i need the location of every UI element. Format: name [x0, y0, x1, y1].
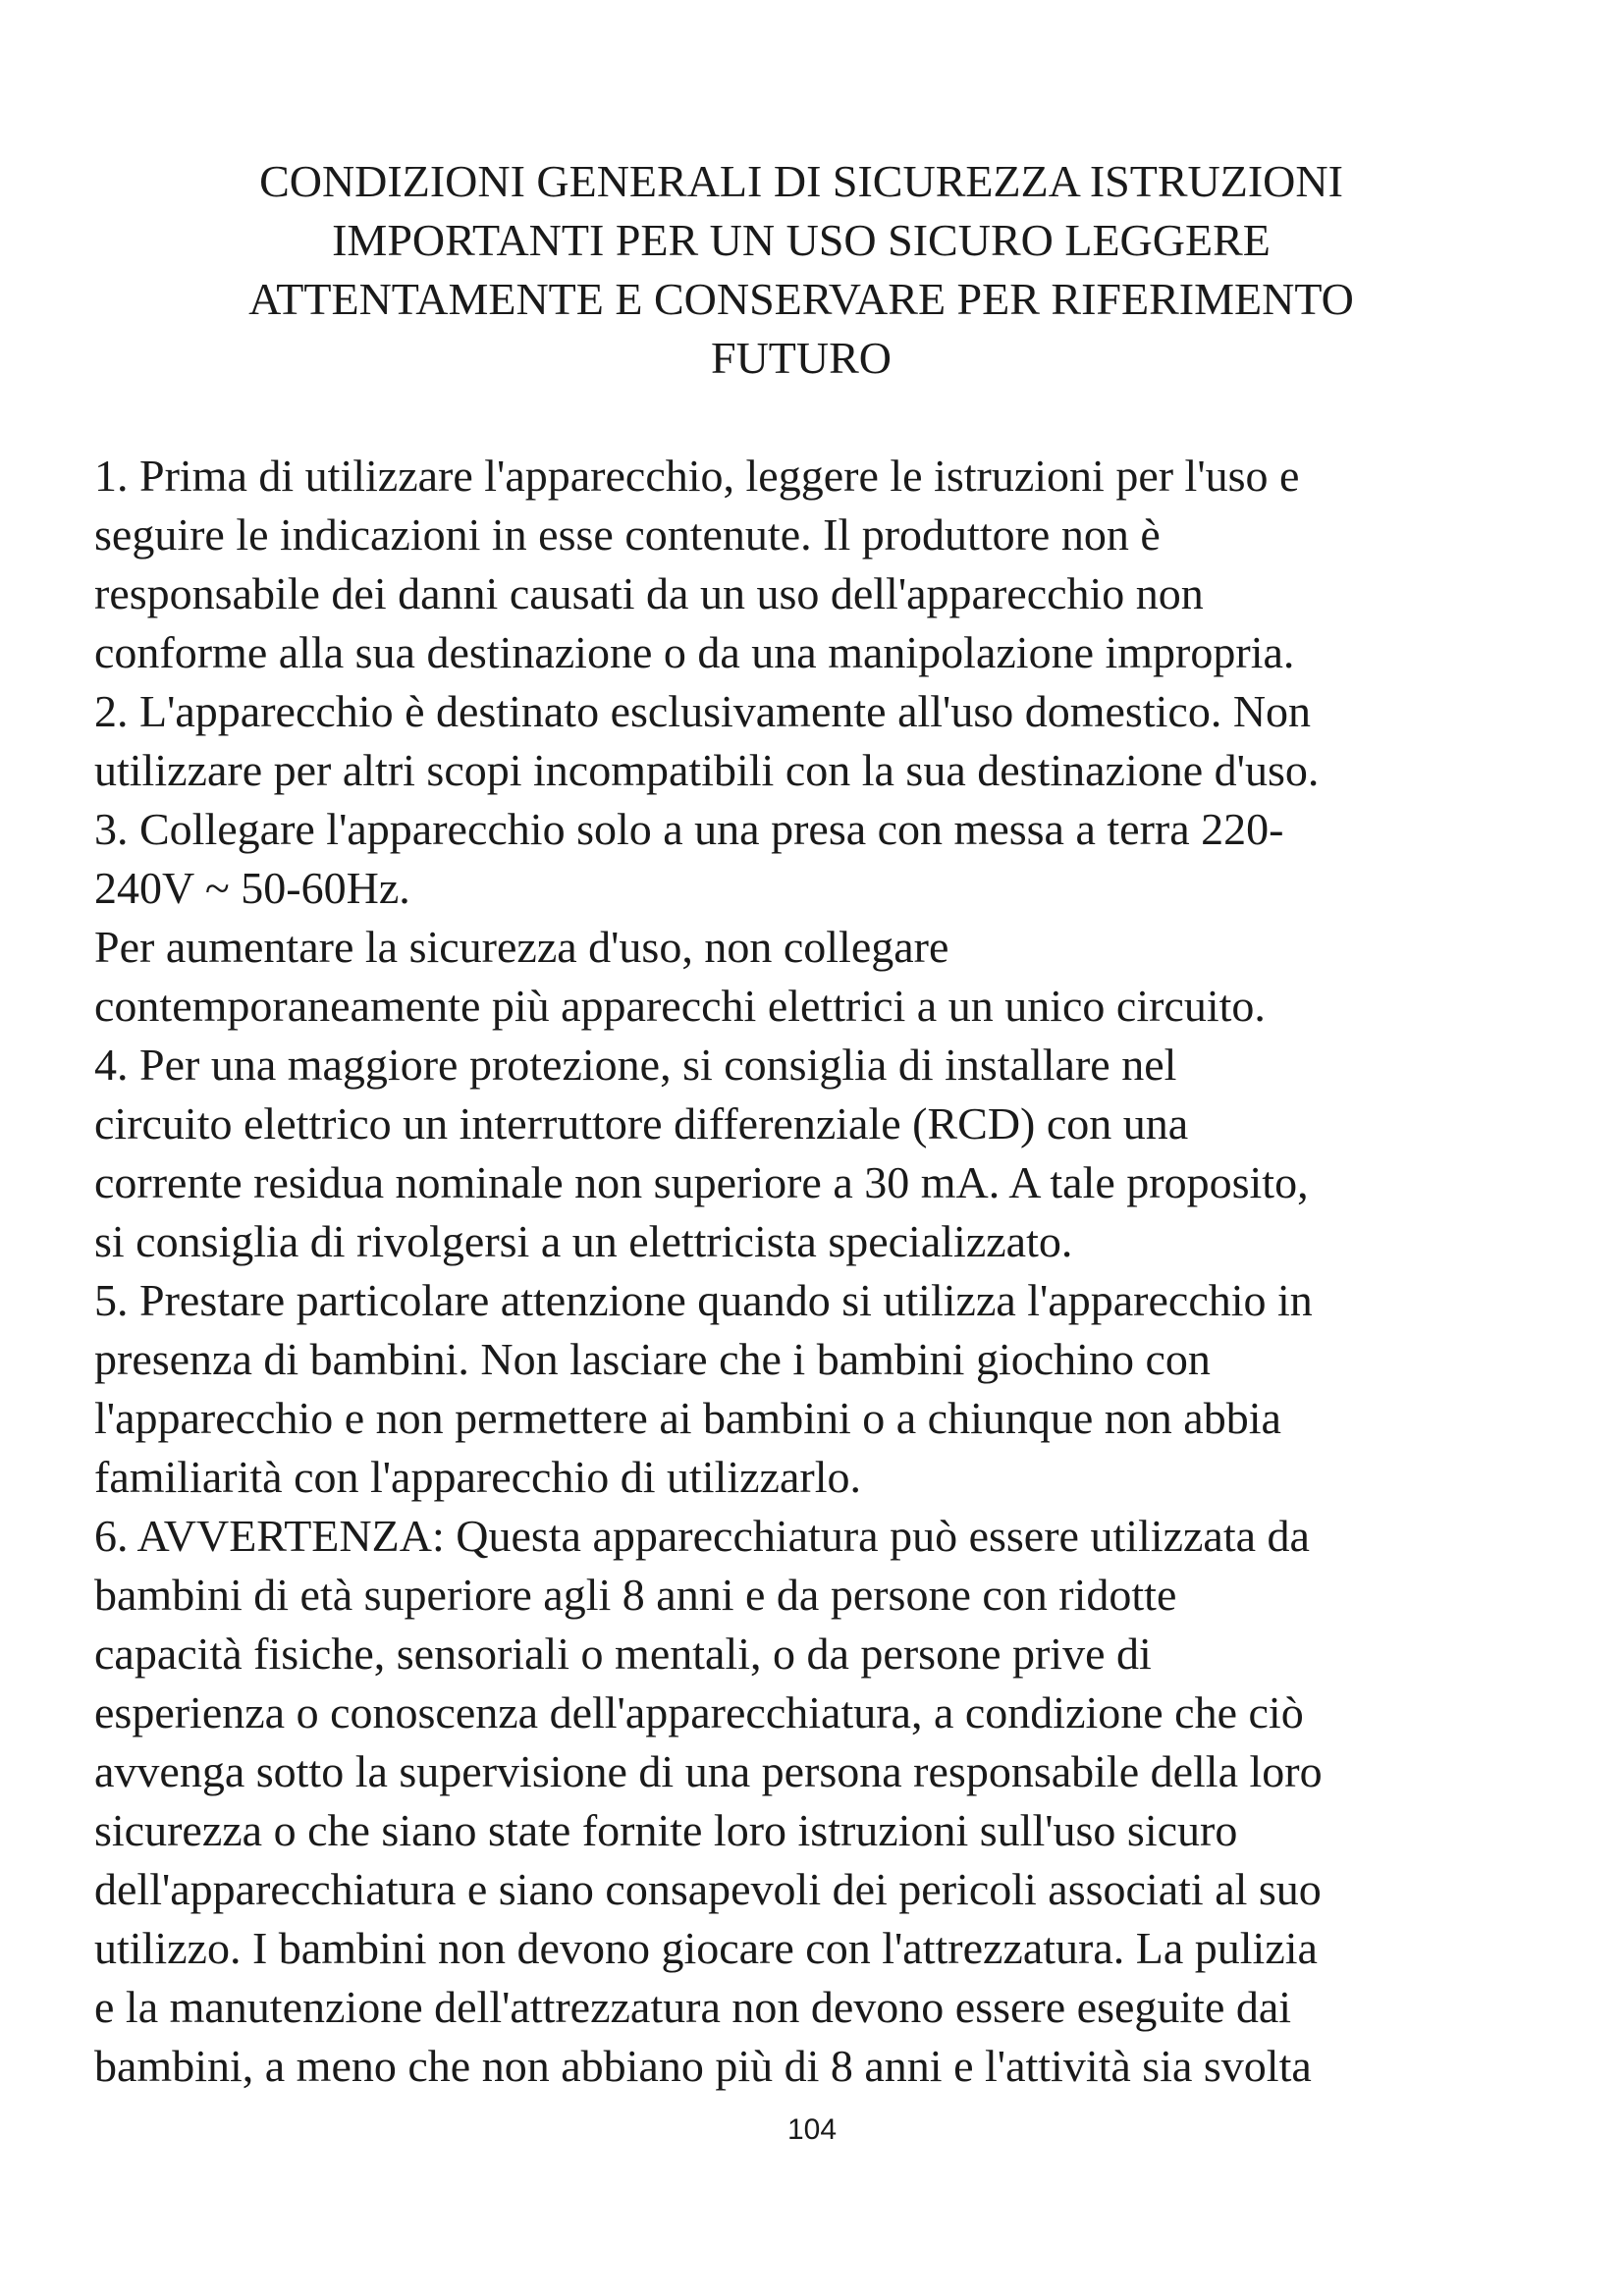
text-line: familiarità con l'apparecchio di utilizzarlo.: [94, 1452, 861, 1502]
text-line: l'apparecchio e non permettere ai bambini o a chiunque non abbia: [94, 1393, 1281, 1443]
text-line: 240V ~ 50-60Hz.: [94, 863, 410, 913]
text-line: avvenga sotto la supervisione di una persona responsabile della loro: [94, 1746, 1323, 1796]
text-line: 2. L'apparecchio è destinato esclusivamente all'uso domestico. Non: [94, 686, 1312, 736]
paragraph-item-5: [94, 1271, 1508, 1507]
title-line: CONDIZIONI GENERALI DI SICUREZZA ISTRUZIONI: [259, 156, 1343, 206]
page-number: 104: [786, 2113, 838, 2146]
title-line: ATTENTAMENTE E CONSERVARE PER RIFERIMENTO: [248, 274, 1354, 324]
text-line: responsabile dei danni causati da un uso dell'apparecchio non: [94, 568, 1204, 618]
text-line: esperienza o conoscenza dell'apparecchiatura, a condizione che ciò: [94, 1687, 1304, 1737]
text-line: sicurezza o che siano state fornite loro istruzioni sull'uso sicuro: [94, 1805, 1238, 1855]
text-line: e la manutenzione dell'attrezzatura non devono essere eseguite dai: [94, 1982, 1292, 2032]
document-title: [94, 152, 1508, 388]
text-line: corrente residua nominale non superiore a 30 mA. A tale proposito,: [94, 1157, 1309, 1207]
document-page: [94, 152, 1508, 2096]
document-body: [94, 447, 1508, 2096]
text-line: 3. Collegare l'apparecchio solo a una presa con messa a terra 220-: [94, 804, 1284, 854]
text-line: Per aumentare la sicurezza d'uso, non collegare: [94, 922, 949, 972]
paragraph-item-6: [94, 1507, 1508, 2096]
text-line: si consiglia di rivolgersi a un elettricista specializzato.: [94, 1216, 1073, 1266]
paragraph-note: [94, 918, 1508, 1036]
text-line: presenza di bambini. Non lasciare che i bambini giochino con: [94, 1334, 1211, 1384]
text-line: 4. Per una maggiore protezione, si consiglia di installare nel: [94, 1040, 1177, 1090]
title-line: IMPORTANTI PER UN USO SICURO LEGGERE: [332, 215, 1271, 265]
text-line: utilizzo. I bambini non devono giocare con l'attrezzatura. La pulizia: [94, 1923, 1318, 1973]
text-line: dell'apparecchiatura e siano consapevoli dei pericoli associati al suo: [94, 1864, 1322, 1914]
text-line: 5. Prestare particolare attenzione quando si utilizza l'apparecchio in: [94, 1275, 1313, 1325]
text-line: seguire le indicazioni in esse contenute. Il produttore non è: [94, 509, 1161, 560]
text-line: bambini, a meno che non abbiano più di 8 anni e l'attività sia svolta: [94, 2041, 1312, 2091]
text-line: 1. Prima di utilizzare l'apparecchio, leggere le istruzioni per l'uso e: [94, 451, 1300, 501]
text-line: circuito elettrico un interruttore differenziale (RCD) con una: [94, 1098, 1189, 1148]
paragraph-item-2: [94, 682, 1508, 800]
text-line: conforme alla sua destinazione o da una manipolazione impropria.: [94, 627, 1295, 677]
text-line: utilizzare per altri scopi incompatibili con la sua destinazione d'uso.: [94, 745, 1320, 795]
paragraph-item-4: [94, 1036, 1508, 1271]
paragraph-item-3: [94, 800, 1508, 918]
text-line: bambini di età superiore agli 8 anni e da persone con ridotte: [94, 1570, 1177, 1620]
text-line: capacità fisiche, sensoriali o mentali, o da persone prive di: [94, 1629, 1152, 1679]
title-line: FUTURO: [710, 333, 893, 383]
paragraph-item-1: [94, 447, 1508, 682]
text-line: 6. AVVERTENZA: Questa apparecchiatura può essere utilizzata da: [94, 1511, 1310, 1561]
text-line: contemporaneamente più apparecchi elettrici a un unico circuito.: [94, 981, 1266, 1031]
